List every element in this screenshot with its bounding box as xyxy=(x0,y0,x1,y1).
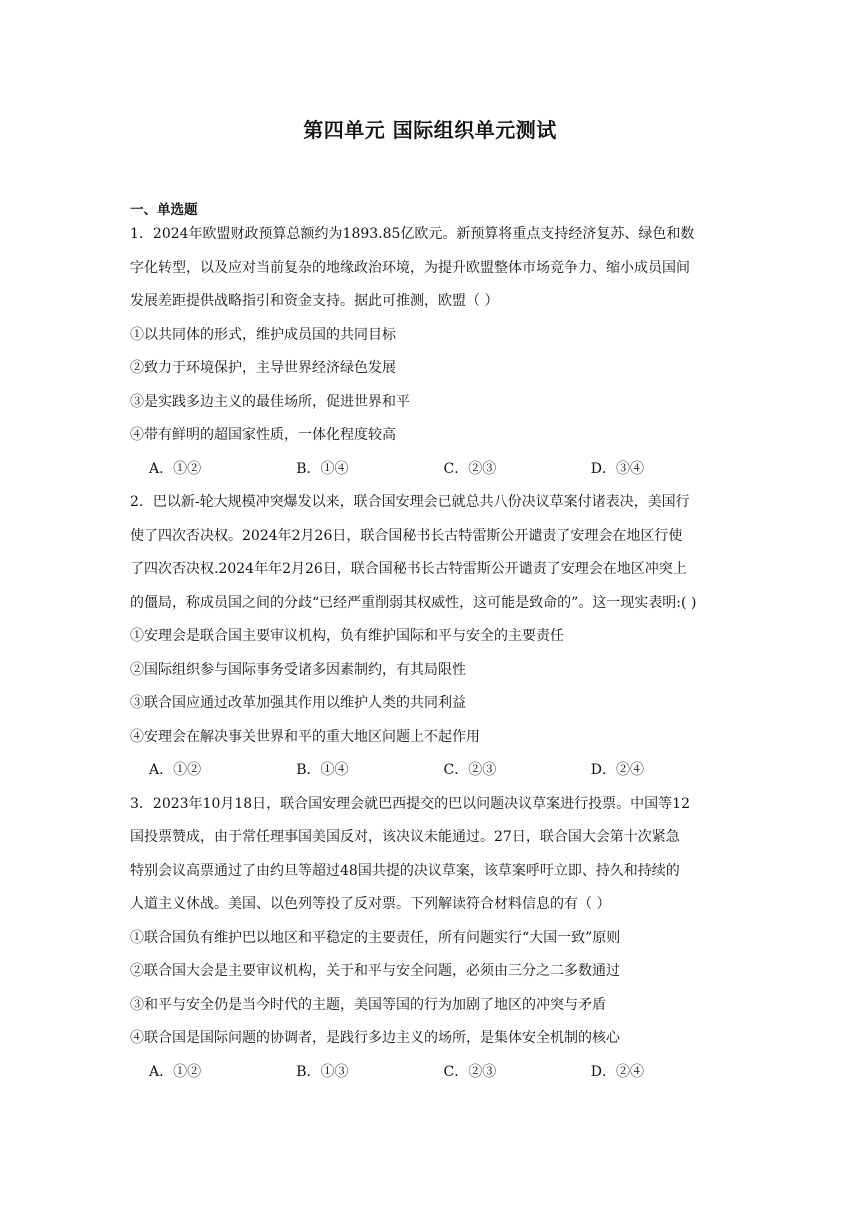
answer-options xyxy=(130,758,738,792)
statement: ③是实践多边主义的最佳场所，促进世界和平 xyxy=(130,393,410,410)
question-1 xyxy=(130,222,738,490)
option-b: B．①④ xyxy=(296,460,349,477)
statement: ④联合国是国际问题的协调者，是践行多边主义的场所，是集体安全机制的核心 xyxy=(130,1030,620,1046)
option-c: C．②③ xyxy=(443,460,497,477)
option-a: A．①② xyxy=(149,762,202,778)
statement: ②致力于环境保护，主导世界经济绿色发展 xyxy=(130,360,396,376)
statement: ③和平与安全仍是当今时代的主题，美国等国的行为加剧了地区的冲突与矛盾 xyxy=(130,996,606,1013)
answer-options xyxy=(130,1060,738,1094)
option-d: D．②④ xyxy=(590,762,644,778)
question-text-line: 使了四次否决权。2024年2月26日，联合国秘书长古特雷斯公开谴责了安理会在地区行使 xyxy=(130,527,683,544)
question-text-line: 2．巴以新-轮大规模冲突爆发以来，联合国安理会已就总共八份决议草案付诸表决，美国行 xyxy=(130,494,690,510)
question-text-line: 人道主义休战。美国、以色列等投了反对票。下列解读符合材料信息的有（ ） xyxy=(130,896,611,912)
statement: ④带有鲜明的超国家性质，一体化程度较高 xyxy=(130,427,396,443)
option-b: B．①④ xyxy=(296,762,349,778)
option-a: A．①② xyxy=(149,460,202,477)
statement: ①以共同体的形式，维护成员国的共同目标 xyxy=(130,326,396,343)
question-3 xyxy=(130,792,738,1094)
statement: ④安理会在解决事关世界和平的重大地区问题上不起作用 xyxy=(130,728,480,745)
question-text-line: 国投票赞成，由于常任理事国美国反对，该决议未能通过。27日，联合国大会第十次紧急 xyxy=(130,829,680,845)
question-text-line: 发展差距提供战略指引和资金支持。据此可推测，欧盟（ ） xyxy=(130,293,499,309)
statement: ②国际组织参与国际事务受诸多因素制约，有其局限性 xyxy=(130,661,466,678)
option-c: C．②③ xyxy=(443,1063,497,1080)
option-d: D．②④ xyxy=(590,1063,644,1080)
statement: ①安理会是联合国主要审议机构，负有维护国际和平与安全的主要责任 xyxy=(130,628,564,644)
question-2 xyxy=(130,490,738,792)
answer-options xyxy=(130,457,738,491)
question-text-line: 3．2023年10月18日，联合国安理会就巴西提交的巴以问题决议草案进行投票。中国等12 xyxy=(130,795,690,812)
question-text-line: 了四次否决权.2024年年2月26日，联合国秘书长古特雷斯公开谴责了安理会在地区冲突上 xyxy=(130,561,687,577)
question-text-line: 1．2024年欧盟财政预算总额约为1893.85亿欧元。新预算将重点支持经济复苏、绿色和数 xyxy=(130,226,695,242)
statement: ③联合国应通过改革加强其作用以维护人类的共同利益 xyxy=(130,695,466,711)
option-d: D．③④ xyxy=(590,460,644,477)
question-text-line: 的僵局，称成员国之间的分歧“已经严重削弱其权威性，这可能是致命的”。这一现实表明:( ) xyxy=(130,594,697,611)
option-b: B．①③ xyxy=(296,1063,349,1080)
statement: ①联合国负有维护巴以地区和平稳定的主要责任，所有问题实行“大国一致”原则 xyxy=(130,929,621,946)
section-heading: 一、单选题 xyxy=(130,202,198,218)
option-a: A．①② xyxy=(149,1063,202,1080)
page-title: 第四单元 国际组织单元测试 xyxy=(303,118,557,142)
question-list xyxy=(130,222,738,1093)
statement: ②联合国大会是主要审议机构，关于和平与安全问题，必须由三分之二多数通过 xyxy=(130,963,620,979)
question-text-line: 特别会议高票通过了由约旦等超过48国共提的决议草案，该草案呼吁立即、持久和持续的 xyxy=(130,862,680,879)
option-c: C．②③ xyxy=(443,762,497,778)
question-text-line: 字化转型，以及应对当前复杂的地缘政治环境，为提升欧盟整体市场竞争力、缩小成员国间 xyxy=(130,259,690,276)
